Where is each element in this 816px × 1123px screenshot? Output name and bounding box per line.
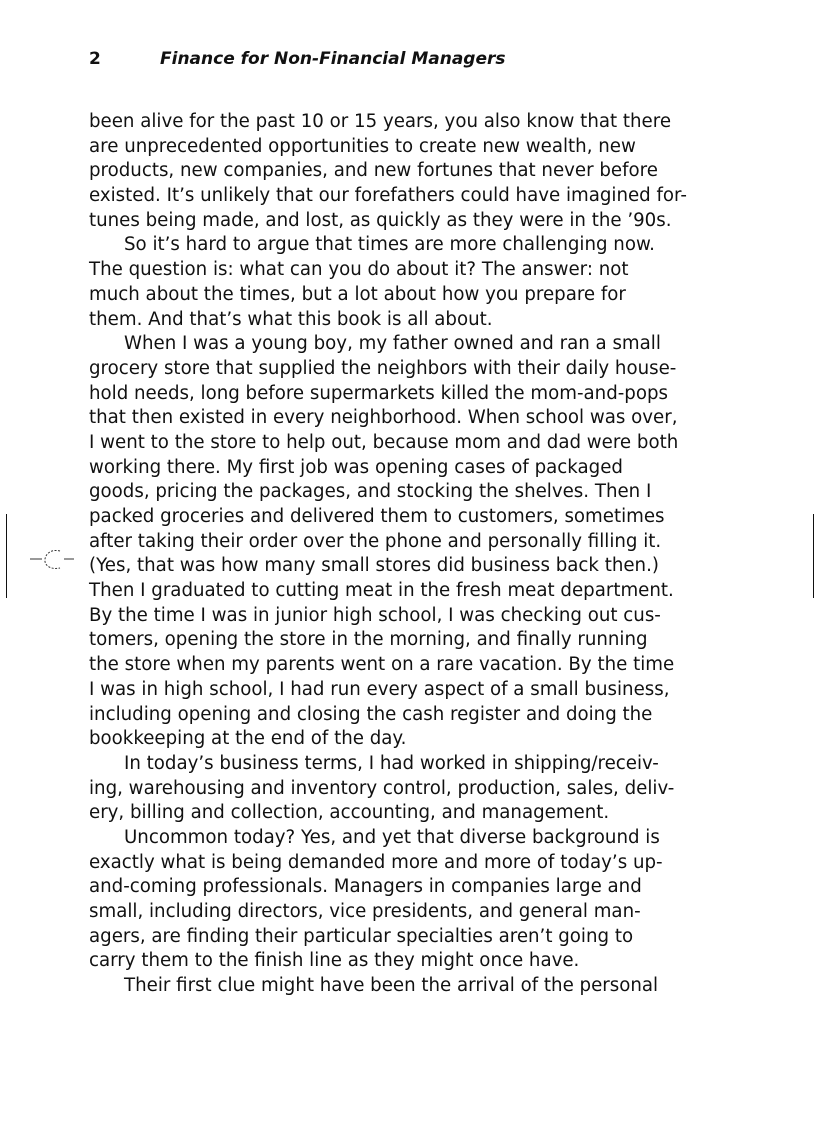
text-line: I was in high school, I had run every aspect of a small business, bbox=[89, 678, 670, 700]
paragraph-start-line: So it’s hard to argue that times are more challenging now. bbox=[124, 234, 655, 256]
text-line: exactly what is being demanded more and more of today’s up- bbox=[89, 851, 663, 873]
text-line: the store when my parents went on a rare vacation. By the time bbox=[89, 654, 675, 676]
paragraph-start-line: In today’s business terms, I had worked in shipping/receiv- bbox=[124, 752, 659, 774]
text-line: The question is: what can you do about it? The answer: not bbox=[89, 259, 629, 281]
paragraph-start-line: Their first clue might have been the arrival of the personal bbox=[124, 975, 659, 997]
registration-mark-icon bbox=[30, 546, 76, 574]
text-line: working there. My first job was opening cases of packaged bbox=[89, 456, 623, 478]
text-line: Then I graduated to cutting meat in the fresh meat department. bbox=[89, 580, 674, 602]
text-line: much about the times, but a lot about how you prepare for bbox=[89, 283, 626, 305]
text-line: that then existed in every neighborhood. When school was over, bbox=[89, 407, 678, 429]
text-line: been alive for the past 10 or 15 years, you also know that there bbox=[89, 111, 672, 132]
text-line: existed. It’s unlikely that our forefathers could have imagined for- bbox=[89, 185, 687, 207]
paragraph-start-line: When I was a young boy, my father owned and ran a small bbox=[124, 333, 661, 355]
text-line: small, including directors, vice presidents, and general man- bbox=[89, 901, 641, 922]
running-title: Finance for Non-Financial Managers bbox=[160, 49, 506, 69]
text-line: ery, billing and collection, accounting, and management. bbox=[89, 802, 610, 824]
text-line: them. And that’s what this book is all about. bbox=[89, 308, 493, 330]
text-line: goods, pricing the packages, and stocking the shelves. Then I bbox=[89, 481, 652, 503]
running-head bbox=[89, 46, 729, 72]
left-crop-mark bbox=[6, 514, 7, 598]
right-crop-mark bbox=[813, 514, 814, 598]
text-line: By the time I was in junior high school, I was checking out cus- bbox=[89, 604, 661, 626]
text-line: grocery store that supplied the neighbors with their daily house- bbox=[89, 357, 677, 379]
text-line: carry them to the finish line as they might once have. bbox=[89, 950, 580, 972]
text-line: I went to the store to help out, because mom and dad were both bbox=[89, 431, 679, 453]
text-line: products, new companies, and new fortunes that never before bbox=[89, 160, 658, 182]
text-line: packed groceries and delivered them to customers, sometimes bbox=[89, 506, 665, 527]
text-line: tunes being made, and lost, as quickly as they were in the ’90s. bbox=[89, 209, 672, 231]
text-line: ing, warehousing and inventory control, production, sales, deliv- bbox=[89, 777, 675, 799]
text-line: bookkeeping at the end of the day. bbox=[89, 728, 407, 750]
text-line: including opening and closing the cash register and doing the bbox=[89, 703, 653, 725]
text-line: after taking their order over the phone and personally filling it. bbox=[89, 530, 662, 552]
page-number: 2 bbox=[89, 49, 101, 69]
text-line: are unprecedented opportunities to create new wealth, new bbox=[89, 135, 636, 157]
text-line: agers, are finding their particular specialties aren’t going to bbox=[89, 925, 634, 947]
text-line: hold needs, long before supermarkets killed the mom-and-pops bbox=[89, 382, 668, 404]
paragraph-start-line: Uncommon today? Yes, and yet that diverse background is bbox=[124, 826, 660, 848]
body-text bbox=[89, 110, 729, 999]
text-line: tomers, opening the store in the morning, and finally running bbox=[89, 629, 648, 651]
text-line: and-coming professionals. Managers in companies large and bbox=[89, 876, 642, 898]
text-line: (Yes, that was how many small stores did business back then.) bbox=[89, 555, 659, 577]
